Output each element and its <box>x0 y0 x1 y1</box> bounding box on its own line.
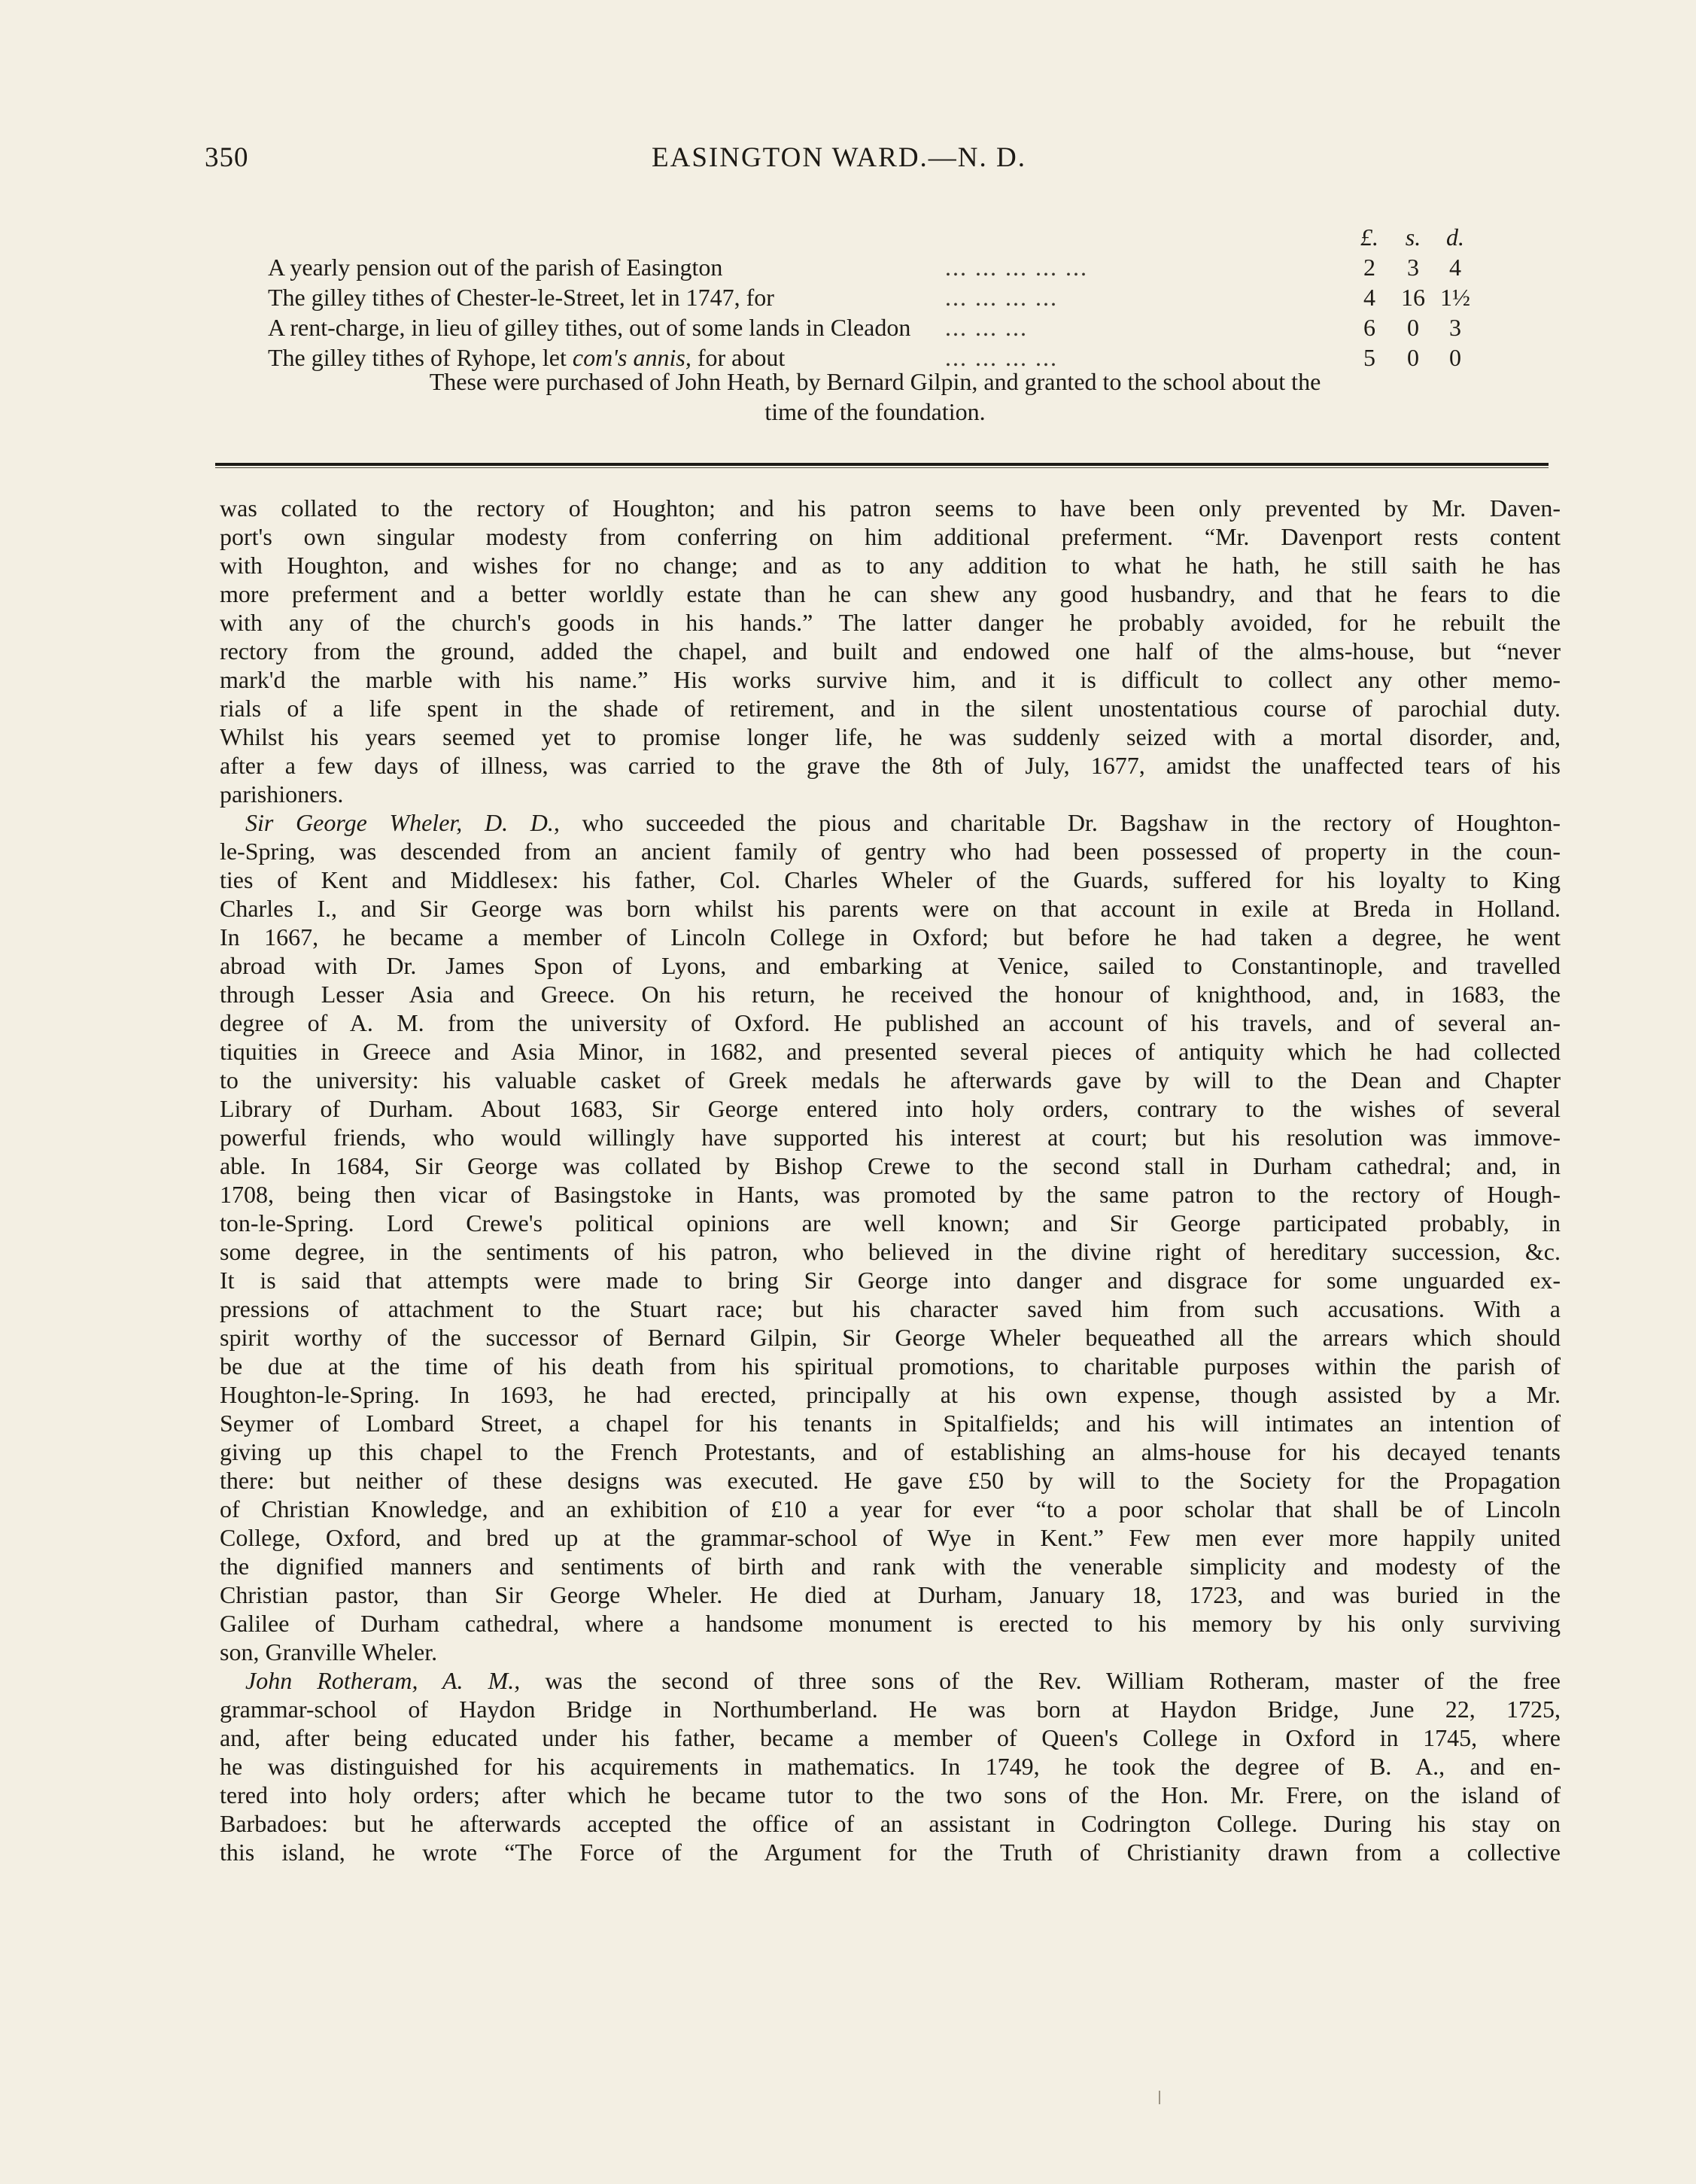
text-line: to the university: his valuable casket of Greek medals he afterwards gave by will to the Dean and Chapter <box>220 1066 1561 1094</box>
pence-header: d. <box>1446 224 1464 251</box>
text-line: port's own singular modesty from conferring on him additional preferment. “Mr. Davenport rests content <box>220 523 1561 550</box>
text-line: In 1667, he became a member of Lincoln College in Oxford; but before he had taken a degree, he went <box>220 923 1561 951</box>
text-line: after a few days of illness, was carried to the grave the 8th of July, 1677, amidst the unaffected tears of his <box>220 752 1561 779</box>
shillings-value: 16 <box>1401 284 1425 311</box>
text-line: powerful friends, who would willingly have supported his interest at court; but his resolution was immove- <box>220 1124 1561 1151</box>
income-item-description: The gilley tithes of Chester-le-Street, let in 1747, for <box>268 284 774 311</box>
running-head: EASINGTON WARD.—N. D. <box>652 142 1026 173</box>
income-rows <box>268 252 1482 373</box>
text-line: tiquities in Greece and Asia Minor, in 1682, and presented several pieces of antiquity which he had collected <box>220 1038 1561 1065</box>
pounds-value: 5 <box>1363 344 1375 371</box>
text-line: ties of Kent and Middlesex: his father, Col. Charles Wheler of the Guards, suffered for his loyalty to King <box>220 866 1561 893</box>
text-line: rials of a life spent in the shade of retirement, and in the silent unostentatious course of parochial duty. <box>220 695 1561 722</box>
text-line: mark'd the marble with his name.” His works survive him, and it is difficult to collect any other memo- <box>220 666 1561 693</box>
text-line: there: but neither of these designs was executed. He gave £50 by will to the Society for the Propagation <box>220 1467 1561 1494</box>
income-row <box>268 252 1482 282</box>
text-line: Barbadoes: but he afterwards accepted the office of an assistant in Codrington College. During his stay on <box>220 1810 1561 1837</box>
shillings-value: 0 <box>1407 314 1419 341</box>
text-line: grammar-school of Haydon Bridge in Northumberland. He was born at Haydon Bridge, June 22, 1725, <box>220 1696 1561 1723</box>
text-line: able. In 1684, Sir George was collated by Bishop Crewe to the second stall in Durham cathedral; and, in <box>220 1152 1561 1179</box>
pence-value: 3 <box>1449 314 1461 341</box>
text-line: abroad with Dr. James Spon of Lyons, and embarking at Venice, sailed to Constantinople, and travelled <box>220 952 1561 979</box>
text-line: this island, he wrote “The Force of the Argument for the Truth of Christianity drawn from a collective <box>220 1839 1561 1866</box>
pence-value: 4 <box>1449 254 1461 281</box>
text-line: le-Spring, was descended from an ancient family of gentry who had been possessed of property in the coun- <box>220 838 1561 865</box>
text-line: was collated to the rectory of Houghton; and his patron seems to have been only prevented by Mr. Daven- <box>220 494 1561 522</box>
text-line: parishioners. <box>220 780 344 808</box>
text-line: It is said that attempts were made to bring Sir George into danger and disgrace for some unguarded ex- <box>220 1267 1561 1294</box>
text-line: with Houghton, and wishes for no change; and as to any addition to what he hath, he still saith he has <box>220 552 1561 579</box>
dot-leaders: ... ... ... <box>945 314 1028 341</box>
dot-leaders: ... ... ... ... <box>945 344 1058 371</box>
shillings-header: s. <box>1405 224 1421 251</box>
text-line: some degree, in the sentiments of his patron, who believed in the divine right of hereditary succession, &c. <box>220 1238 1561 1265</box>
pence-value: 1½ <box>1440 284 1470 311</box>
text-line: he was distinguished for his acquirements in mathematics. In 1749, he took the degree of B. A., and en- <box>220 1753 1561 1780</box>
income-item-description: The gilley tithes of Ryhope, let com's annis, for about <box>268 344 786 371</box>
text-line: Christian pastor, than Sir George Wheler. He died at Durham, January 18, 1723, and was buried in the <box>220 1581 1561 1608</box>
text-line: be due at the time of his death from his spiritual promotions, to charitable purposes within the parish of <box>220 1352 1561 1379</box>
text-line: 1708, being then vicar of Basingstoke in Hants, was promoted by the same patron to the rectory of Hough- <box>220 1181 1561 1208</box>
pounds-header: £. <box>1360 224 1378 251</box>
text-line: and, after being educated under his father, became a member of Queen's College in Oxford in 1745, where <box>220 1724 1561 1751</box>
text-line: Library of Durham. About 1683, Sir George entered into holy orders, contrary to the wishes of several <box>220 1095 1561 1122</box>
shillings-value: 3 <box>1407 254 1419 281</box>
text-line: rectory from the ground, added the chapel, and built and endowed one half of the alms-house, but “never <box>220 637 1561 665</box>
pounds-value: 2 <box>1363 254 1375 281</box>
pounds-value: 6 <box>1363 314 1375 341</box>
pence-value: 0 <box>1449 344 1461 371</box>
text-line: degree of A. M. from the university of Oxford. He published an account of his travels, and of several an- <box>220 1009 1561 1036</box>
income-item-description: A rent-charge, in lieu of gilley tithes, out of some lands in Cleadon <box>268 314 911 341</box>
text-line: pressions of attachment to the Stuart race; but his character saved him from such accusations. With a <box>220 1295 1561 1322</box>
income-table <box>268 222 1482 373</box>
text-line: giving up this chapel to the French Protestants, and of establishing an alms-house for his decayed tenants <box>220 1438 1561 1465</box>
text-line: tered into holy orders; after which he became tutor to the two sons of the Hon. Mr. Frere, on the island of <box>220 1781 1561 1808</box>
text-line: John Rotheram, A. M., was the second of three sons of the Rev. William Rotheram, master of the free <box>245 1667 1561 1694</box>
dot-leaders: ... ... ... ... <box>945 284 1058 311</box>
section-rule-thick <box>215 463 1549 466</box>
text-line: more preferment and a better worldly estate than he can shew any good husbandry, and that he fears to die <box>220 580 1561 607</box>
text-line: ton-le-Spring. Lord Crewe's political opinions are well known; and Sir George participated probably, in <box>220 1209 1561 1236</box>
text-line: through Lesser Asia and Greece. On his return, he received the honour of knighthood, and, in 1683, the <box>220 981 1561 1008</box>
text-line: with any of the church's goods in his hands.” The latter danger he probably avoided, for he rebuilt the <box>220 609 1561 636</box>
text-line: Sir George Wheler, D. D., who succeeded the pious and charitable Dr. Bagshaw in the rectory of Houghton- <box>245 809 1561 836</box>
text-line: son, Granville Wheler. <box>220 1638 438 1665</box>
table-note <box>268 367 1482 427</box>
income-row <box>268 282 1482 312</box>
income-item-description: A yearly pension out of the parish of Easington <box>268 254 723 281</box>
pounds-value: 4 <box>1363 284 1375 311</box>
text-line: Galilee of Durham cathedral, where a handsome monument is erected to his memory by his only surviving <box>220 1610 1561 1637</box>
stray-mark <box>1159 2091 1160 2104</box>
text-line: spirit worthy of the successor of Bernard Gilpin, Sir George Wheler bequeathed all the arrears which should <box>220 1324 1561 1351</box>
table-note-line: These were purchased of John Heath, by Bernard Gilpin, and granted to the school about the <box>429 368 1321 395</box>
text-line: Whilst his years seemed yet to promise longer life, he was suddenly seized with a mortal disorder, and, <box>220 723 1561 750</box>
text-line: of Christian Knowledge, and an exhibition of £10 a year for ever “to a poor scholar that shall be of Lincoln <box>220 1495 1561 1522</box>
dot-leaders: ... ... ... ... ... <box>945 254 1088 281</box>
text-line: Charles I., and Sir George was born whilst his parents were on that account in exile at Breda in Holland. <box>220 895 1561 922</box>
table-note-line: time of the foundation. <box>764 398 986 425</box>
page-number: 350 <box>205 142 249 173</box>
text-line: Seymer of Lombard Street, a chapel for his tenants in Spitalfields; and his will intimates an intention of <box>220 1410 1561 1437</box>
body-text <box>220 494 1561 1866</box>
income-row <box>268 312 1482 342</box>
currency-header-row <box>268 222 1482 252</box>
shillings-value: 0 <box>1407 344 1419 371</box>
text-line: College, Oxford, and bred up at the grammar-school of Wye in Kent.” Few men ever more happily united <box>220 1524 1561 1551</box>
text-line: Houghton-le-Spring. In 1693, he had erected, principally at his own expense, though assisted by a Mr. <box>220 1381 1561 1408</box>
section-rule-thin <box>215 467 1549 468</box>
text-line: the dignified manners and sentiments of birth and rank with the venerable simplicity and modesty of the <box>220 1553 1561 1580</box>
